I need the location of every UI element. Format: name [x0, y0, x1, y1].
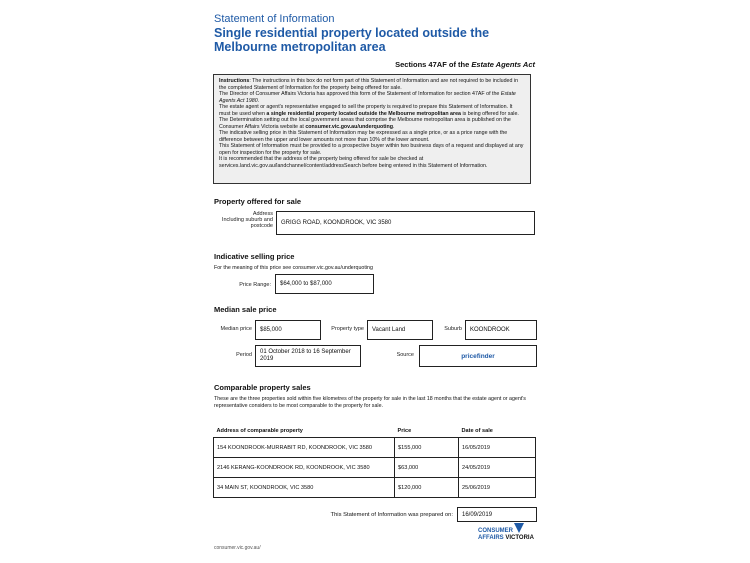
suburb-label: Suburb	[444, 326, 462, 332]
logo-line-consumer: CONSUMER	[478, 528, 514, 534]
table-row	[214, 458, 536, 478]
table-row	[214, 478, 536, 498]
instructions-provision: This Statement of Information must be provided to a prospective buyer within two business days of a request and displayed at any open for inspection for the property for sale.	[219, 143, 524, 156]
row-address: 34 MAIN ST, KOONDROOK, VIC 3580	[214, 478, 395, 498]
table-row	[214, 438, 536, 458]
instructions-intro: Instructions: The instructions in this box do not form part of this Statement of Information and are not required to be included in the completed Statement of Information for the property being offered for sale.	[219, 78, 519, 91]
prepared-label: This Statement of Information was prepared on:	[330, 512, 453, 518]
row-price: $155,000	[395, 438, 459, 458]
address-label: Address	[252, 211, 273, 217]
sections-reference: Sections 47AF of the Estate Agents Act	[395, 60, 535, 69]
property-heading: Property offered for sale	[214, 197, 302, 206]
suburb-field: KOONDROOK	[465, 320, 537, 340]
pricefinder-logo: pricefinder	[461, 352, 495, 360]
row-price: $63,000	[395, 458, 459, 478]
footer-url: consumer.vic.gov.au/	[214, 545, 261, 551]
column-header-date: Date of sale	[459, 425, 536, 438]
address-sublabel: Including suburb and postcode	[221, 217, 273, 229]
comparable-table	[213, 425, 536, 498]
row-date: 16/05/2019	[459, 438, 536, 458]
row-date: 24/05/2019	[459, 458, 536, 478]
column-header-address: Address of comparable property	[214, 425, 395, 438]
indicative-note: For the meaning of this price see consumer.vic.gov.au/underquoting	[214, 265, 373, 271]
address-field: GRIGG ROAD, KOONDROOK, VIC 3580	[276, 211, 535, 235]
source-label: Source	[396, 352, 414, 358]
row-date: 25/06/2019	[459, 478, 536, 498]
instructions-box	[213, 74, 531, 184]
source-field	[419, 345, 537, 367]
property-type-field: Vacant Land	[367, 320, 433, 340]
price-range-label: Price Range:	[239, 282, 271, 288]
period-label: Period	[236, 352, 252, 358]
row-address: 154 KOONDROOK-MURRABIT RD, KOONDROOK, VIC 3580	[214, 438, 395, 458]
price-range-field: $64,000 to $87,000	[275, 274, 374, 294]
instructions-usage: The estate agent or agent's representative engaged to sell the property is required to prepare this Statement of Information. It must be used when a single residential property located outside the Melbourne metropolitan area is being offered for sale. The Determination setting out the local government areas that comprise the Melbourne metropolitan area is published on the Consumer Affairs Victoria website at consumer.vic.gov.au/underquoting.	[219, 104, 519, 130]
row-address: 2146 KERANG-KOONDROOK RD, KOONDROOK, VIC 3580	[214, 458, 395, 478]
page-title: Single residential property located outside the Melbourne metropolitan area	[214, 26, 490, 54]
instructions-approval: The Director of Consumer Affairs Victoria has approved this form of the Statement of Information for section 47AF of the Estate Agents Act 1980.	[219, 91, 516, 104]
prepared-date-field: 16/09/2019	[457, 507, 537, 522]
period-field: 01 October 2018 to 16 September 2019	[255, 345, 361, 367]
statement-label: Statement of Information	[214, 13, 335, 25]
consumer-affairs-victoria-logo	[478, 528, 540, 548]
victoria-triangle-icon	[514, 523, 524, 535]
indicative-heading: Indicative selling price	[214, 252, 295, 261]
row-price: $120,000	[395, 478, 459, 498]
median-price-label: Median price	[220, 326, 252, 332]
comparable-note: These are the three properties sold within five kilometres of the property for sale in the last 18 months that the estate agent or agent's representative considers to be most comparable to the property for sale.	[214, 396, 526, 409]
instructions-address-check: It is recommended that the address of the property being offered for sale be checked at services.land.vic.gov.au/landchannel/content/addressSearch before being entered in this Statement of Information.	[219, 156, 488, 169]
median-price-field: $85,000	[255, 320, 321, 340]
column-header-price: Price	[395, 425, 459, 438]
property-type-label: Property type	[331, 326, 364, 332]
logo-line-affairs-victoria: AFFAIRS VICTORIA	[478, 534, 534, 541]
comparable-heading: Comparable property sales	[214, 383, 311, 392]
instructions-price-note: The indicative selling price in this Statement of Information may be expressed as a single price, or as a price range with the difference between the upper and lower amounts not more than 10% of the lower amount.	[219, 130, 508, 143]
median-heading: Median sale price	[214, 305, 277, 314]
